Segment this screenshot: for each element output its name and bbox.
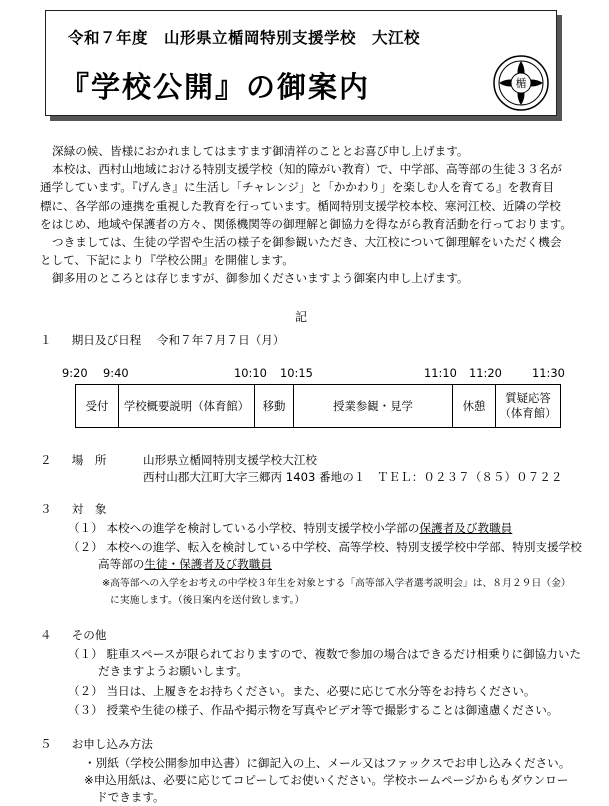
section-2-title: 場 所 [71,453,107,467]
target-item-2-cont [98,556,272,572]
section-5-title: お申し込み方法 [71,737,153,751]
apply-item-3: ドできます。 [96,790,165,804]
target-item-2-emphasis: 生徒・保護者及び教職員 [144,557,272,571]
time-0920: 9:20 [62,366,88,380]
emblem-text: 楯 [515,77,527,90]
schedule-cell-move: 移動 [255,385,294,428]
section-4-heading [40,627,106,643]
target-item-1-text: （１） 本校への進学を検討している小学校、特別支援学校小学部の [68,521,420,535]
target-note-1: ※高等部への入学をお考えの中学校３年生を対象とする「高等部入学者選考説明会」は、８月２９日（金） [102,578,571,589]
section-4-number: ４ [40,628,52,642]
apply-item-2: ※申込用紙は、必要に応じてコピーしてお使いください。学校ホームページからもダウンロー [84,773,569,787]
intro-line-6: つきましては、生徒の学習や生活の様子を御参観いただき、大江校について御理解をいただく機会 [52,235,562,250]
location-name: 山形県立楯岡特別支援学校大江校 [143,453,317,467]
section-5-heading [40,736,153,752]
intro-text [38,142,586,288]
section-3-number: ３ [40,502,52,516]
target-item-1-emphasis: 保護者及び教職員 [419,521,513,535]
section-2-number: ２ [40,453,52,467]
intro-line-4: 標に、各学部の連携を重視した教育を行っています。楯岡特別支援学校本校、寒河江校、近隣の学校 [40,198,561,213]
time-1120: 11:20 [469,366,502,380]
section-1-date: 令和７年７月７日（月） [156,333,285,347]
section-1-title: 期日及び日程 [71,333,142,347]
section-4-title: その他 [71,628,107,642]
time-1130: 11:30 [532,366,565,380]
section-3-title: 対 象 [71,502,107,516]
section-2-heading [40,452,106,468]
section-1-number: １ [40,333,52,347]
time-1110: 11:10 [424,366,457,380]
ki-marker: 記 [295,310,308,324]
target-note-2: に実施します。（後日案内を送付致します。） [110,595,305,606]
apply-item-1: ・別紙（学校公開参加申込書）に御記入の上、メール又はファックスでお申し込みください。 [84,756,571,770]
intro-line-5: をはじめ、地域や保護者の方々、関係機関等の御理解と御協力を得ながら教育活動を行っております。 [40,216,572,231]
location-address: 西村山郡大江町大字三郷丙 1403 番地の１ ＴＥＬ：０２３７（８５）０７２２ [143,470,563,484]
other-item-2: （２） 当日は、上履きをお持ちください。また、必要に応じて水分等をお持ちください。 [68,684,536,698]
target-item-1 [68,520,512,536]
page-title: 『学校公開』の御案内 [60,70,371,104]
intro-line-3: 通学しています。『げんき』に生活し「チャレンジ」と「かかわり」を楽しむ人を育てる』を教育目 [40,180,555,195]
schedule-cell-reception: 受付 [76,385,119,428]
time-0940: 9:40 [103,366,129,380]
school-emblem-icon [492,54,550,112]
target-item-2-cont-text: 高等部の [98,557,145,571]
intro-line-7: として、下記により『学校公開』を開催します。 [40,253,294,268]
time-1010: 10:10 [234,366,267,380]
header-box [45,10,557,116]
section-5-number: ５ [40,737,52,751]
intro-line-8: 御多用のところとは存じますが、御参加くださいますよう御案内申し上げます。 [52,271,469,286]
schedule-cell-qa [496,385,561,428]
other-item-1-cont: だきますようお願いします。 [98,664,248,678]
other-item-1: （１） 駐車スペースが限られておりますので、複数で参加の場合はできるだけ相乗りに御協力いた [68,647,582,661]
section-1-heading [40,332,285,348]
schedule-cell-break: 休憩 [453,385,496,428]
other-item-3: （３） 授業や生徒の様子、作品や掲示物を写真やビデオ等で撮影することは御遠慮ください。 [68,703,559,717]
schedule-row [76,385,561,428]
time-1015: 10:15 [280,366,313,380]
schedule-qa-place: （体育館） [499,406,557,420]
intro-line-2: 本校は、西村山地域における特別支援学校（知的障がい教育）で、中学部、高等部の生徒３３名が [52,162,562,177]
schedule-qa-label: 質疑応答 [505,391,551,405]
schedule-table [75,384,561,428]
schedule-cell-overview: 学校概要説明（体育館） [119,385,255,428]
section-3-heading [40,501,106,517]
school-name: 令和７年度 山形県立楯岡特別支援学校 大江校 [68,29,421,47]
target-item-2: （２） 本校への進学、転入を検討している中学校、高等学校、特別支援学校中学部、特別支援学校 [68,540,582,554]
intro-line-1: 深緑の候、皆様におかれましてはますます御清祥のこととお喜び申し上げます。 [52,144,469,158]
schedule-cell-observation: 授業参観・見学 [294,385,453,428]
